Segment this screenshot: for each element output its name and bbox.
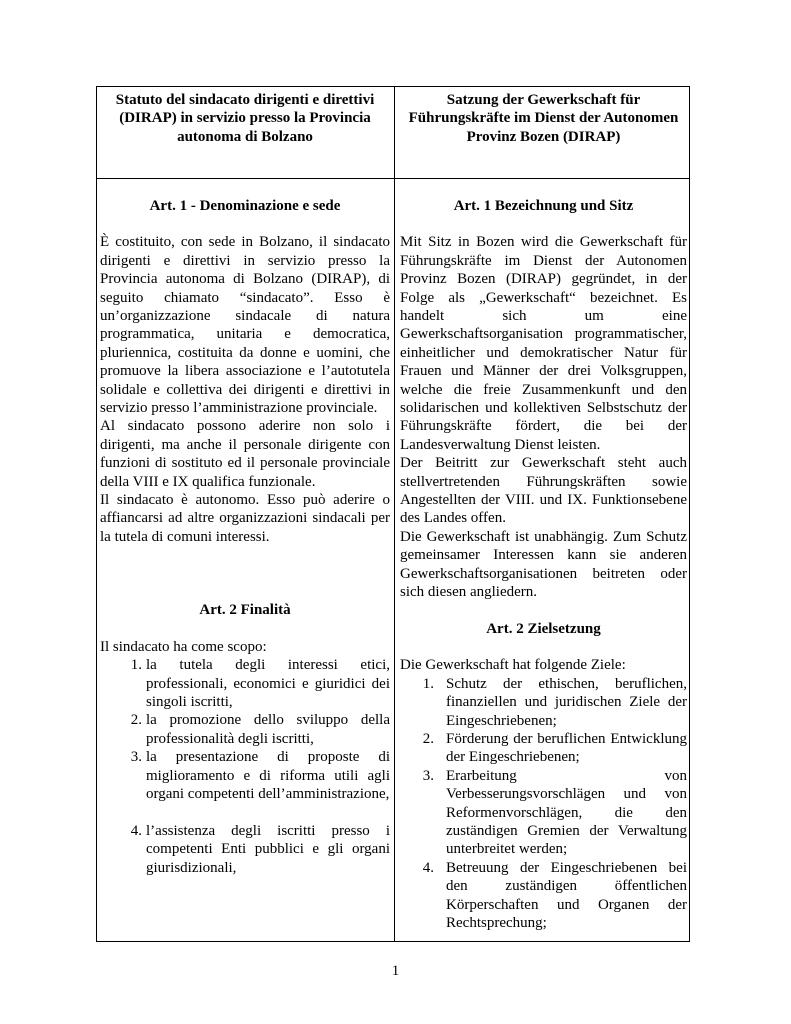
article-1-paragraph-3-german: Die Gewerkschaft ist unabhängig. Zum Schutz gemeinsamer Interessen kann sie anderen Gewerkschaftsorganisationen beitreten oder sich diesen angliedern.: [400, 528, 687, 601]
article-1-paragraph-1-german: Mit Sitz in Bozen wird die Gewerkschaft für Führungskräfte im Dienst der Autonomen Provinz Bozen (DIRAP) gegründet, in der Folge als „Gewerkschaft“ bezeichnet. Es handelt sich um eine Gewerkschaftsorganisation programmatischer, einheitlicher und demokratischer Natur für Frauen und Männer der drei Volksgruppen, welche die freie Zusammenkunft und den solidarischen und kollektiven Selbstschutz der Führungskräfte fördert, die bei der Landesverwaltung Dienst leisten.: [400, 234, 687, 453]
list-item-text: la tutela degli interessi etici, professionali, economici e giuridici dei singoli iscritti,: [146, 657, 390, 711]
list-item-text: Erarbeitung von Verbesserungsvorschlägen und von Reformenvorschlägen, die den zuständigen Gremien der Verwaltung unterbreitet werden;: [446, 767, 687, 858]
title-italian: Statuto del sindacato dirigenti e direttivi (DIRAP) in servizio presso la Provincia autonoma di Bolzano: [115, 92, 375, 145]
article-1-title-italian: Art. 1 - Denominazione e sede: [149, 198, 341, 214]
list-item: [400, 859, 687, 933]
list-item-number: 2.: [130, 712, 142, 729]
body-cell-italian: [100, 197, 390, 877]
list-item-number: 3.: [422, 767, 434, 784]
article-2-intro-italian: Il sindacato ha come scopo:: [100, 638, 267, 655]
header-cell-german: [400, 91, 687, 146]
header-cell-italian: [100, 91, 390, 146]
article-2-intro-german: Die Gewerkschaft hat folgende Ziele:: [400, 657, 626, 674]
article-1-title-german: Art. 1 Bezeichnung und Sitz: [453, 198, 634, 214]
list-item-number: 2.: [422, 730, 434, 747]
list-item-text: la promozione dello sviluppo della professionalità degli iscritti,: [146, 712, 390, 747]
list-item: [400, 767, 687, 859]
list-item: [100, 822, 390, 877]
statute-table: [96, 86, 690, 942]
article-1-paragraph-2-german: Der Beitritt zur Gewerkschaft steht auch stellvertretenden Führungskräften sowie Angestellten der VIII. und IX. Funktionsebene des Landes offen.: [400, 455, 687, 527]
list-item: [400, 730, 687, 767]
body-cell-german: [400, 197, 687, 932]
list-item-text: Förderung der beruflichen Entwicklung der Eingeschriebenen;: [446, 730, 687, 766]
article-1-paragraph-3-italian: Il sindacato è autonomo. Esso può aderire o affiancarsi ad altre organizzazioni sindacali per la tutela di comuni interessi.: [100, 492, 390, 545]
list-item: [100, 656, 390, 711]
list-item-text: Schutz der ethischen, beruflichen, finanziellen und juridischen Ziele der Eingeschriebenen;: [446, 675, 687, 729]
list-item-text: l’assistenza degli iscritti presso i competenti Enti pubblici e gli organi giurisdizionali,: [146, 822, 390, 876]
title-german: Satzung der Gewerkschaft für Führungskräfte im Dienst der Autonomen Provinz Bozen (DIRAP): [408, 92, 679, 145]
article-2-title-italian: Art. 2 Finalità: [199, 602, 291, 619]
list-item-number: 1.: [422, 675, 434, 692]
column-divider: [394, 87, 395, 941]
list-item-number: 4.: [422, 859, 434, 876]
list-item-text: Betreuung der Eingeschriebenen bei den zuständigen öffentlichen Körperschaften und Organen der Rechtsprechung;: [446, 859, 687, 931]
list-item: [100, 748, 390, 803]
list-item-number: 4.: [130, 822, 142, 839]
list-item: [400, 675, 687, 730]
list-item-number: 3.: [130, 749, 142, 766]
article-2-list-german: [400, 675, 687, 933]
header-row-divider: [97, 178, 689, 179]
article-1-paragraph-1-italian: È costituito, con sede in Bolzano, il sindacato dirigenti e direttivi in servizio presso la Provincia autonoma di Bolzano (DIRAP), di seguito chiamato “sindacato”. Esso è un’organizzazione sindacale di natura programmatica, unitaria e democratica, pluriennica, costituita da donne e uomini, che promuove la libera associazione e l’autotutela solidale e collettiva dei dirigenti e direttivi in servizio presso l’amministrazione provinciale.: [100, 234, 390, 417]
list-item: [100, 711, 390, 748]
list-item-text: la presentazione di proposte di miglioramento e di riforma utili agli organi competenti dell’amministrazione,: [146, 749, 390, 803]
page-number: 1: [391, 963, 400, 979]
list-item-number: 1.: [130, 657, 142, 674]
article-1-paragraph-2-italian: Al sindacato possono aderire non solo i dirigenti, ma anche il personale dirigente con funzioni di sostituto ed il personale provinciale della VIII e IX qualifica funzionale.: [100, 418, 390, 490]
article-2-list-italian: [100, 656, 390, 877]
article-2-title-german: Art. 2 Zielsetzung: [486, 620, 601, 637]
